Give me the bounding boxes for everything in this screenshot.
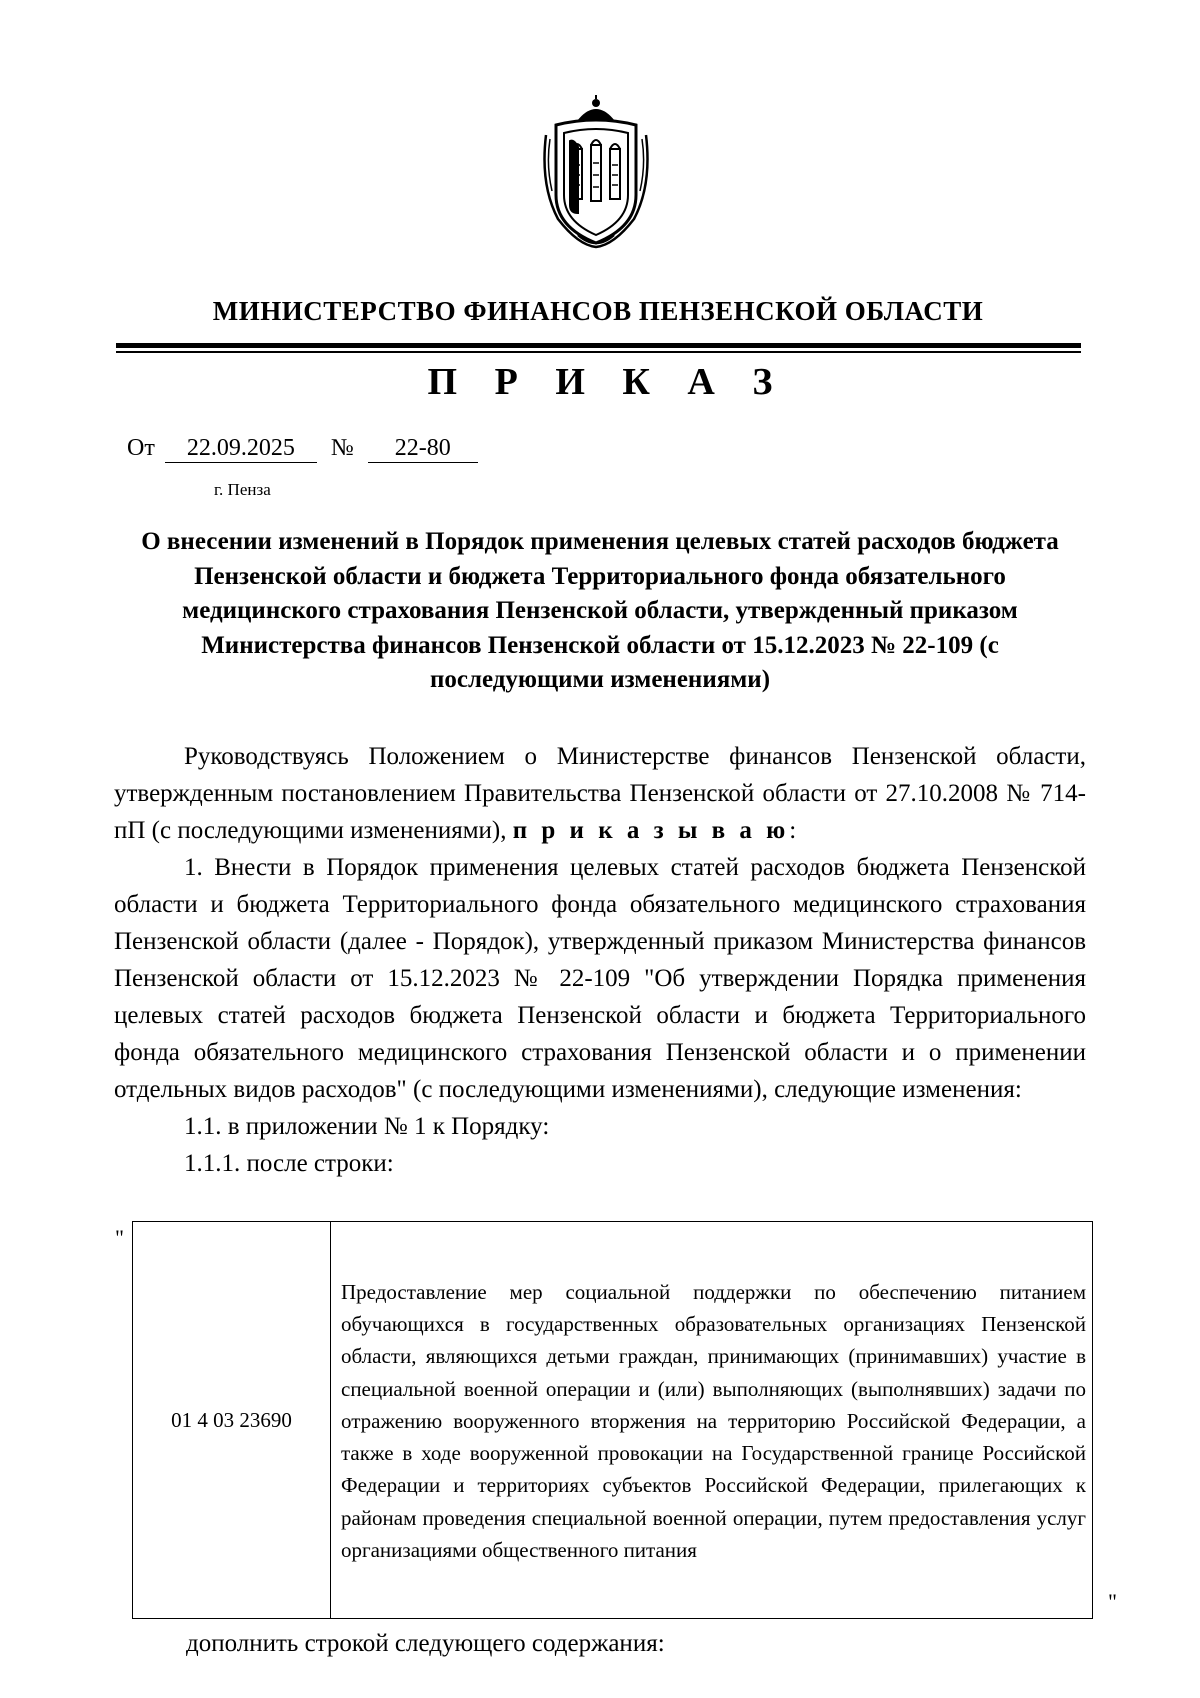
- document-type-heading: П Р И К А З: [427, 361, 787, 403]
- clause-1-paragraph: 1. Внести в Порядок применения целевых статей расходов бюджета Пензенской области и бюджета Территориального фонда обязательного медицинского страхования Пензенской области (далее - Порядок), утвержденный приказом Министерства финансов Пензенской области от 15.12.2023 № 22-109 "Об утверждении Порядка применения целевых статей расходов бюджета Пензенской области и бюджета Территориального фонда обязательного медицинского страхования Пензенской области и о применении отдельных видов расходов" (с последующими изменениями), следующие изменения:: [114, 854, 1086, 1103]
- header-rule-thin: [116, 351, 1081, 353]
- ministry-name: МИНИСТЕРСТВО ФИНАНСОВ ПЕНЗЕНСКОЙ ОБЛАСТИ: [212, 296, 984, 326]
- target-article-code: 01 4 03 23690: [133, 1222, 331, 1619]
- preamble-paragraph: [114, 738, 1086, 849]
- target-article-description: Предоставление мер социальной поддержки по обеспечению питанием обучающихся в государственных образовательных организациях Пензенской области, являющихся детьми граждан, принимающих (принимавших) участие в специальной военной операции и (или) выполняющих (выполнявших) задачи по отражению вооруженного вторжения на территорию Российской Федерации, а также в ходе вооруженной провокации на Государственной границе Российской Федерации и территориях субъектов Российской Федерации, прилегающих к районам проведения специальной военной операции, путем предоставления услуг организациями общественного питания: [331, 1222, 1093, 1619]
- preamble-colon: :: [789, 817, 797, 844]
- date-label: От: [127, 435, 155, 461]
- date-number-line: [127, 434, 478, 463]
- table-row: [133, 1222, 1093, 1619]
- header-rule-thick: [116, 343, 1081, 348]
- order-keyword: п р и к а з ы в а ю: [512, 817, 790, 844]
- budget-code-table: [132, 1221, 1093, 1619]
- clause-1-1-1-paragraph: 1.1.1. после строки:: [184, 1150, 394, 1177]
- table-open-quote: ": [115, 1225, 124, 1250]
- number-label: №: [330, 435, 354, 461]
- city-label: г. Пенза: [214, 480, 271, 499]
- clause-1-1-paragraph: 1.1. в приложении № 1 к Порядку:: [184, 1113, 550, 1140]
- coat-of-arms-emblem: [538, 95, 654, 250]
- order-title: О внесении изменений в Порядок применения целевых статей расходов бюджета Пензенской области и бюджета Территориального фонда обязательного медицинского страхования Пензенской области, утвержденный приказом Министерства финансов Пензенской области от 15.12.2023 № 22-109 (с последующими изменениями): [141, 528, 1059, 693]
- order-number: 22-80: [368, 434, 478, 463]
- order-date: 22.09.2025: [165, 434, 317, 463]
- after-table-text: дополнить строкой следующего содержания:: [186, 1630, 665, 1657]
- table-close-quote: ": [1108, 1589, 1117, 1614]
- preamble-text: Руководствуясь Положением о Министерстве финансов Пензенской области, утвержденным постановлением Правительства Пензенской области от 27.10.2008 № 714-пП (с последующими изменениями),: [114, 743, 1086, 844]
- order-body: [114, 738, 1086, 1182]
